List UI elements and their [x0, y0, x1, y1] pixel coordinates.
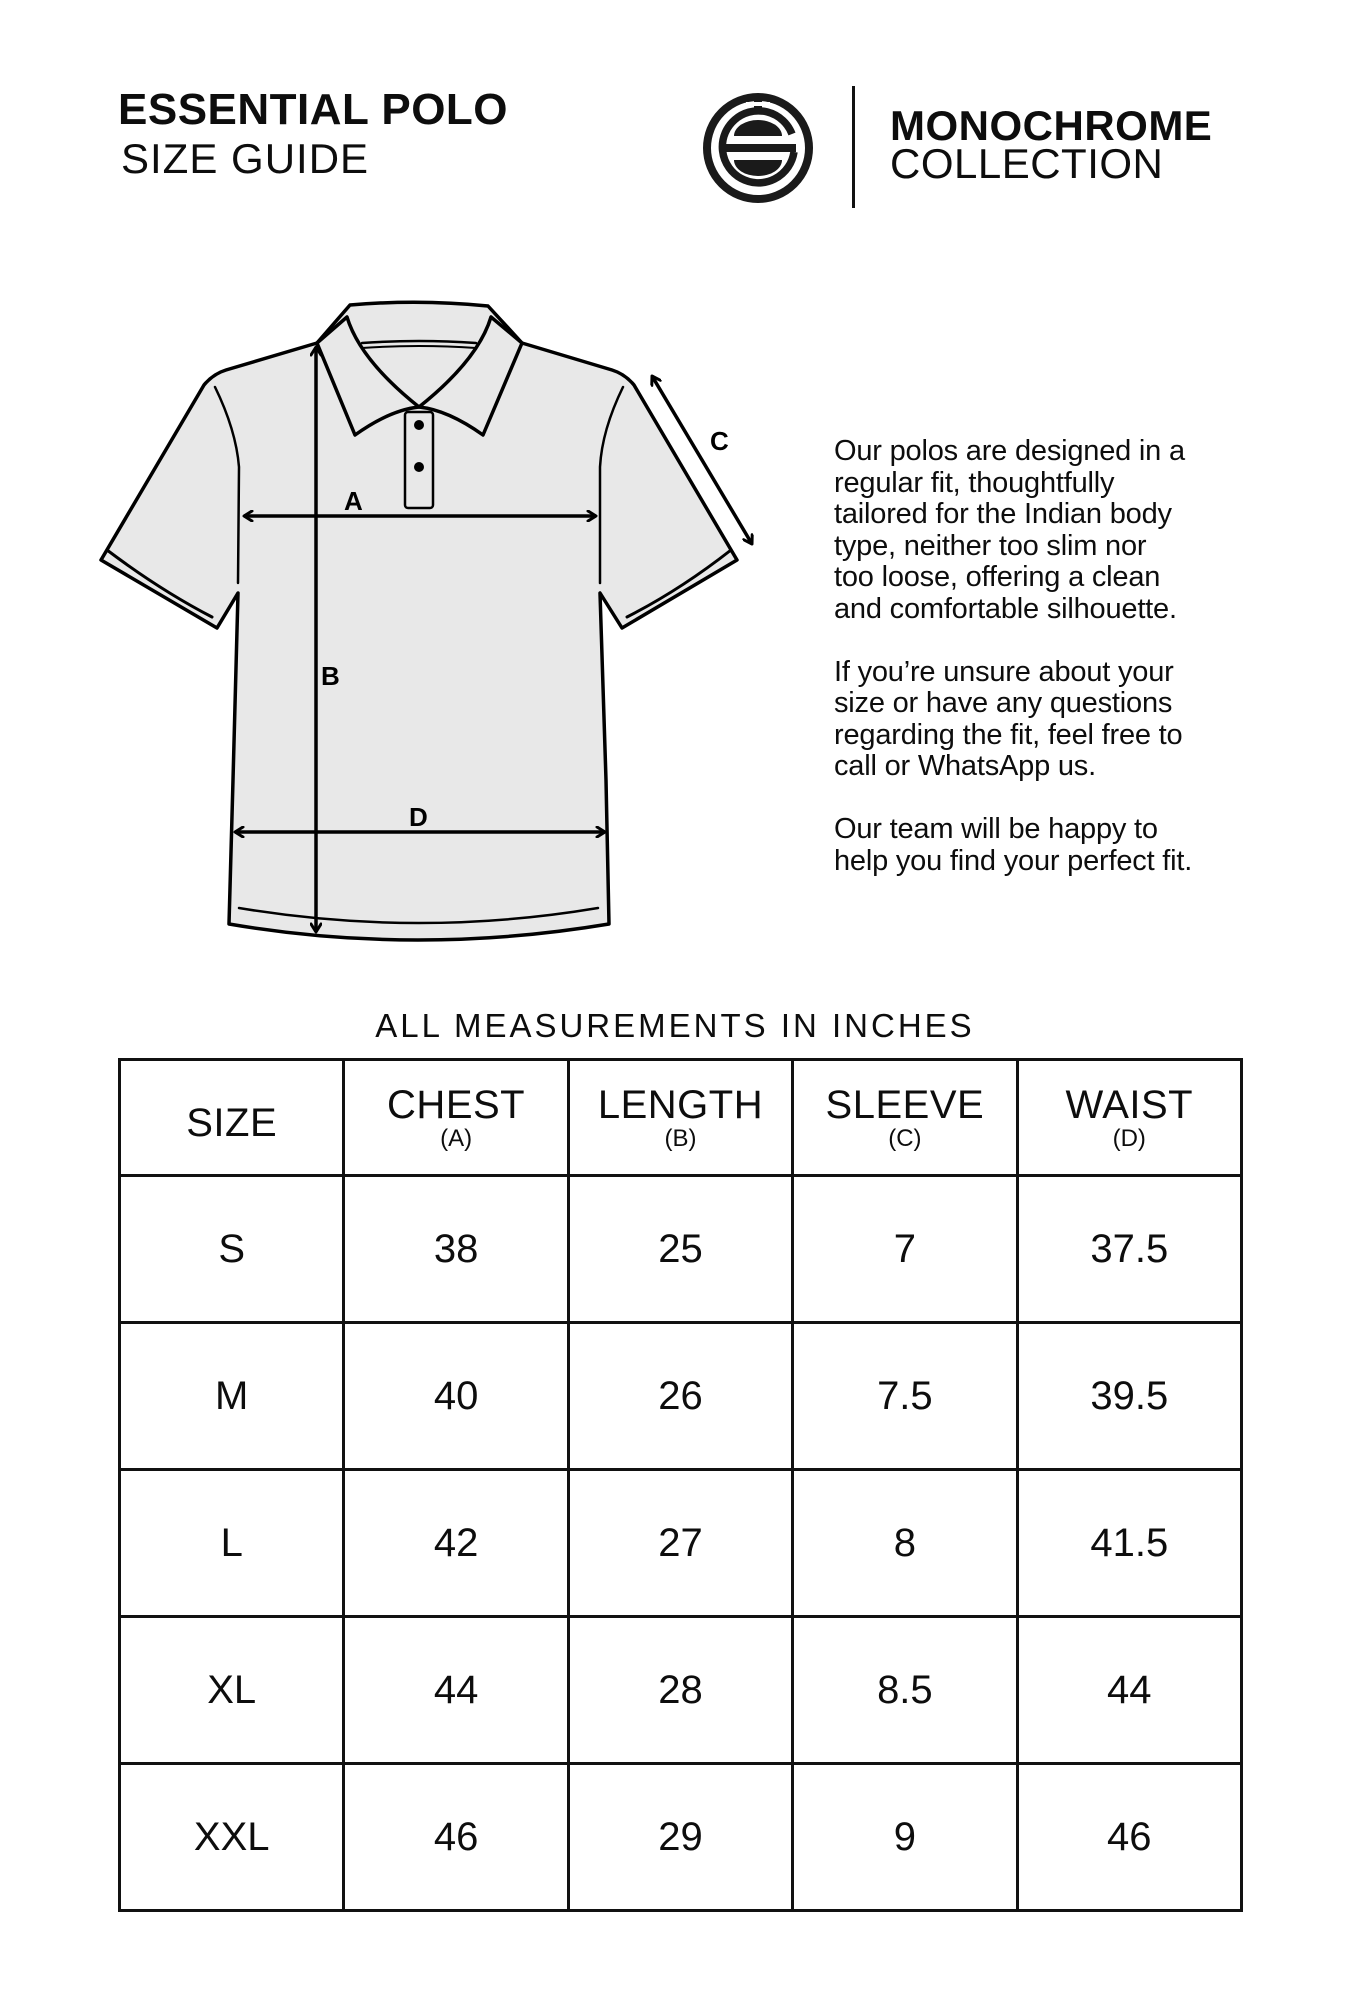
size-chart-table: [118, 1058, 1243, 1912]
chest-cell: 46: [344, 1764, 568, 1911]
measurement-units-caption: ALL MEASUREMENTS IN INCHES: [375, 1007, 975, 1044]
table-row: [120, 1764, 1242, 1911]
length-cell: 25: [568, 1176, 792, 1323]
column-header-sleeve: SLEEVE (C): [793, 1060, 1017, 1176]
page-subtitle: SIZE GUIDE: [121, 135, 370, 182]
table-row: [120, 1323, 1242, 1470]
brand-tagline: COLLECTION: [890, 140, 1164, 187]
size-cell: S: [120, 1176, 344, 1323]
brand-name: MONOCHROME: [890, 102, 1213, 149]
polo-shirt-icon: [101, 302, 737, 940]
column-header-length: LENGTH (B): [568, 1060, 792, 1176]
sleeve-cell: 8: [793, 1470, 1017, 1617]
column-header-chest: CHEST (A): [344, 1060, 568, 1176]
size-cell: XL: [120, 1617, 344, 1764]
chest-cell: 38: [344, 1176, 568, 1323]
chest-cell: 44: [344, 1617, 568, 1764]
fit-description: [834, 436, 1314, 909]
waist-cell: 39.5: [1017, 1323, 1241, 1470]
sleeve-cell: 8.5: [793, 1617, 1017, 1764]
sleeve-cell: 7: [793, 1176, 1017, 1323]
size-cell: L: [120, 1470, 344, 1617]
size-cell: XXL: [120, 1764, 344, 1911]
table-row: [120, 1176, 1242, 1323]
size-cell: M: [120, 1323, 344, 1470]
sleeve-cell: 9: [793, 1764, 1017, 1911]
table-row: [120, 1617, 1242, 1764]
waist-label: D: [409, 802, 428, 832]
shirt-body-outline: [101, 302, 737, 940]
column-header-waist: WAIST (D): [1017, 1060, 1241, 1176]
button-icon: [414, 462, 424, 472]
table-row: [120, 1470, 1242, 1617]
waist-cell: 37.5: [1017, 1176, 1241, 1323]
length-label: B: [321, 661, 340, 691]
table-header-row: [120, 1060, 1242, 1176]
sleeve-label: C: [710, 426, 729, 456]
chest-label: A: [344, 486, 363, 516]
waist-cell: 46: [1017, 1764, 1241, 1911]
length-cell: 27: [568, 1470, 792, 1617]
length-cell: 28: [568, 1617, 792, 1764]
description-paragraph: Our polos are designed in a regular fit, thoughtfully tailored for the Indian body type, neither too slim nor too loose, offering a clean and comfortable silhouette.: [834, 435, 1185, 625]
button-icon: [414, 420, 424, 430]
waist-cell: 41.5: [1017, 1470, 1241, 1617]
length-cell: 29: [568, 1764, 792, 1911]
sleeve-cell: 7.5: [793, 1323, 1017, 1470]
length-cell: 26: [568, 1323, 792, 1470]
description-paragraph: If you’re unsure about your size or have any questions regarding the fit, feel free to call or WhatsApp us.: [834, 655, 1183, 782]
waist-cell: 44: [1017, 1617, 1241, 1764]
chest-cell: 40: [344, 1323, 568, 1470]
chest-cell: 42: [344, 1470, 568, 1617]
description-paragraph: Our team will be happy to help you find your perfect fit.: [834, 813, 1193, 877]
product-title: ESSENTIAL POLO: [118, 85, 509, 134]
column-header-size: SIZE: [120, 1060, 344, 1176]
